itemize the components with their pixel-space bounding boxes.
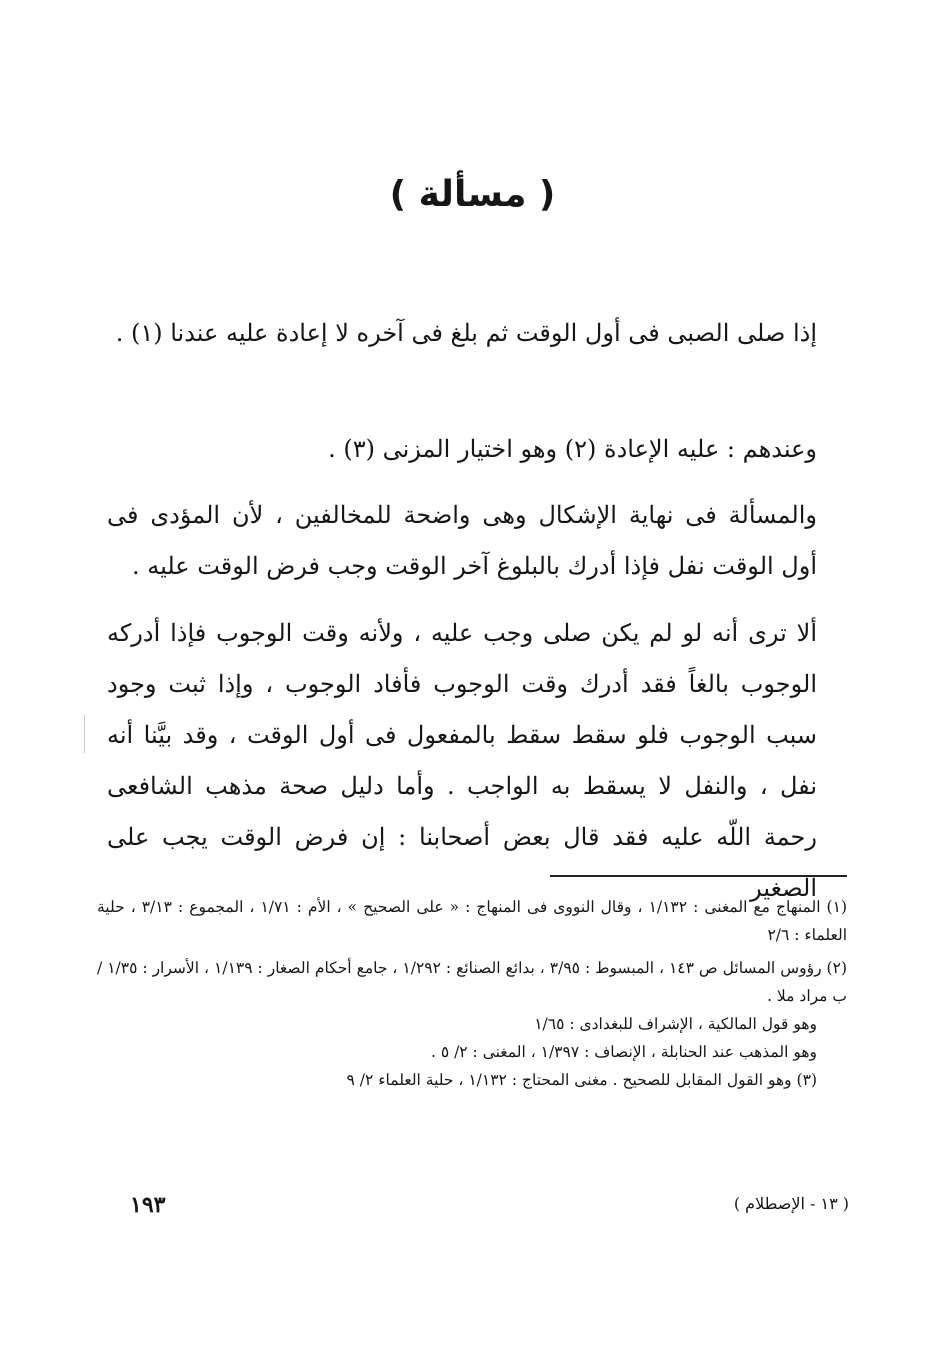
- running-footer-label: ( ١٣ - الإصطلام ): [733, 1194, 849, 1213]
- footnote-1: (١) المنهاج مع المغنى : ١/١٣٢ ، وقال النووى فى المنهاج : « على الصحيح » ، الأم : ١/٧١ ، المجموع : ٣/١٣ ، حلية العلماء : ٢/٦: [97, 898, 847, 944]
- footnote-2: (٢) رؤوس المسائل ص ١٤٣ ، المبسوط : ٣/٩٥ ، بدائع الصنائع : ١/٢٩٢ ، جامع أحكام الصغار : ١/١٣٩ ، الأسرار : ١/٣٥ / ب مراد ملا .: [97, 959, 847, 1005]
- margin-mark: [84, 715, 85, 753]
- paragraph-1: إذا صلى الصبى فى أول الوقت ثم بلغ فى آخره لا إعادة عليه عندنا (١) .: [115, 319, 817, 347]
- footnote-3: (٣) وهو القول المقابل للصحيح . مغنى المحتاج : ١/١٣٢ ، حلية العلماء ٢/ ٩: [346, 1071, 817, 1089]
- footnote-separator: [550, 875, 847, 877]
- footnote-2-note-a: وهو قول المالكية ، الإشراف للبغدادى : ١/٦٥: [534, 1015, 817, 1033]
- footnote-2-note-b: وهو المذهب عند الحنابلة ، الإنصاف : ١/٣٩٧ ، المغنى : ٢/ ٥ .: [430, 1043, 817, 1061]
- page-title: ( مسألة ): [389, 174, 556, 215]
- page-number: ١٩٣: [130, 1192, 166, 1218]
- footnotes: [97, 893, 847, 1094]
- paragraph-3: والمسألة فى نهاية الإشكال وهى واضحة للمخالفين ، لأن المؤدى فى أول الوقت نفل فإذا أدرك بالبلوغ آخر الوقت وجب فرض الوقت عليه .: [107, 501, 817, 580]
- paragraph-4: ألا ترى أنه لو لم يكن صلى وجب عليه ، ولأنه وقت الوجوب فإذا أدركه الوجوب بالغاً فقد أدرك وقت الوجوب فأفاد الوجوب ، وإذا ثبت وجود سبب الوجوب فلو سقط سقط بالمفعول فى أول الوقت ، وقد بيَّنا أنه نفل ، والنفل لا يسقط به الواجب . وأما دليل صحة مذهب الشافعى رحمة اللّه عليه فقد قال بعض أصحابنا : إن فرض الوقت يجب على الصغير: [107, 619, 817, 902]
- paragraph-2: وعندهم : عليه الإعادة (٢) وهو اختيار المزنى (٣) .: [328, 435, 817, 463]
